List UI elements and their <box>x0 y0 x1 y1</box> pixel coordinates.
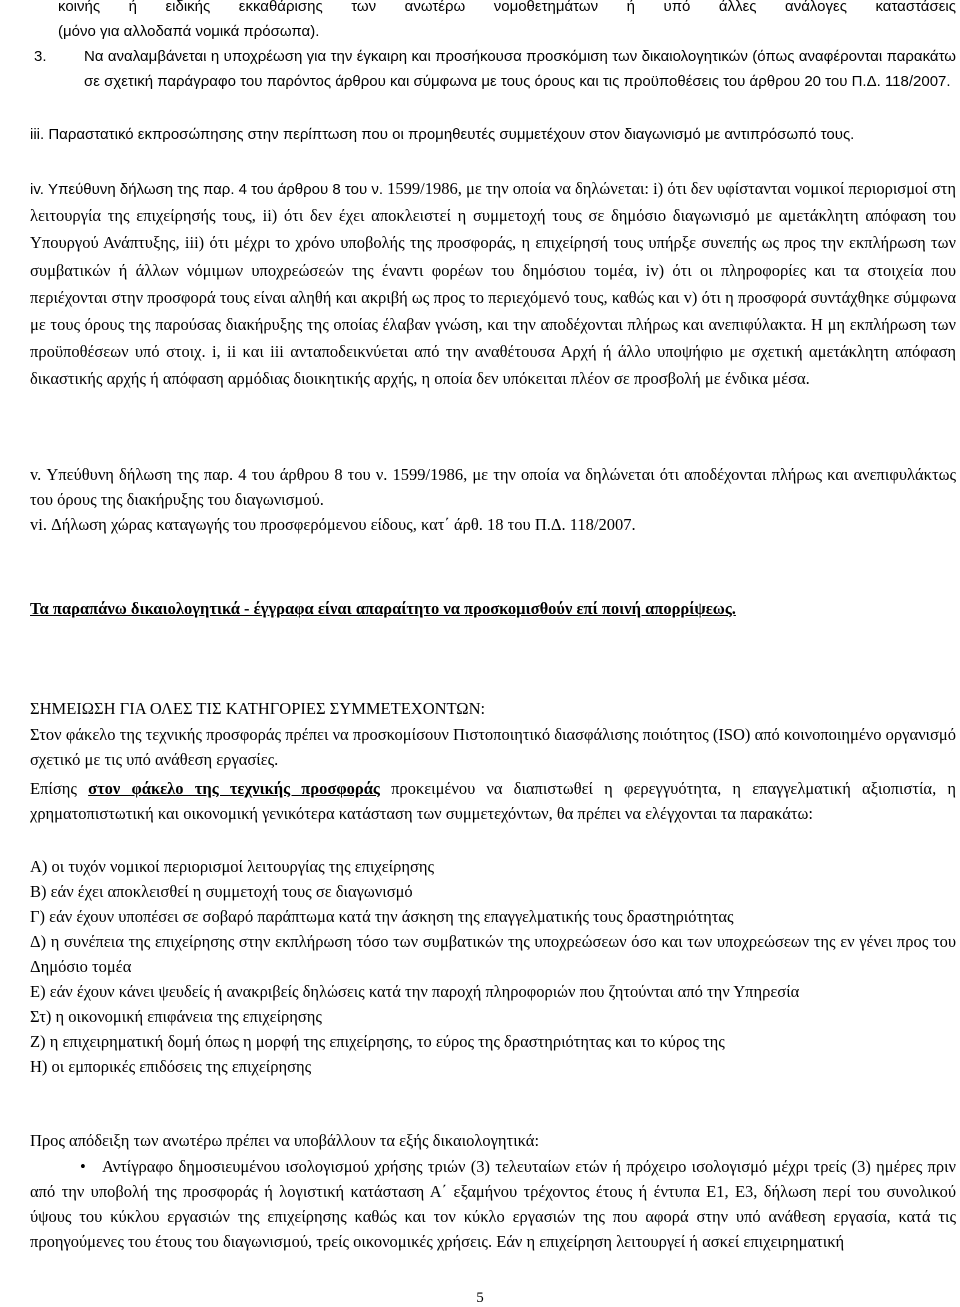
check-item: Γ) εάν έχουν υποπέσει σε σοβαρό παράπτωμα κατά την άσκηση της επαγγελματικής τους δραστηριότητας <box>30 907 734 926</box>
mandatory-notice: Τα παραπάνω δικαιολογητικά - έγγραφα είναι απαραίτητο να προσκομισθούν επί ποινή απορρίψεως. <box>30 599 736 618</box>
page-number: 5 <box>476 1290 484 1306</box>
item-iv-body: 1599/1986, με την οποία να δηλώνεται: i) ότι δεν υφίστανται νομικοί περιορισμοί στη λειτουργία της επιχείρησής τους, ii) ότι δεν έχει αποκλειστεί η συμμετοχή τους σε δημόσιο διαγωνισμό με αμετάκλητη απόφαση του Υπουργού Ανάπτυξης, iii) ότι μέχρι το χρόνο υποβολής της προσφοράς, η επιχείρησή τους υπήρξε συνεπής ως προς την εκπλήρωση των συμβατικών ή άλλων νόμιμων υποχρεώσεών της έναντι φορέων του δημόσιου τομέα, iv) ότι οι πληροφορίες και τα στοιχεία που περιέχονται στην προσφορά τους είναι αληθή και ακριβή ως προς το περιεχόμενό τους, καθώς και v) ότι η προσφορά συντάχθηκε σύμφωνα με τους όρους της παρούσας διακήρυξης της οποίας έλαβαν γνώση, και την αποδέχονται πλήρως και ανεπιφύλακτα. Η μη εκπλήρωση των προϋποθέσεων υπό στοιχ. i, ii και iii ανταποδεικνύεται από την αναθέτουσα Αρχή ή άλλο υποψήφιο με σχετική αμετάκλητη απόφαση δικαστικής αρχής ή απόφαση αρμόδιας διοικητικής αρχής, η οποία δεν υπόκειται πλέον σε προσβολή με ένδικα μέσα. <box>30 179 957 389</box>
check-item: Α) οι τυχόν νομικοί περιορισμοί λειτουργίας της επιχείρησης <box>30 857 435 876</box>
item-iv <box>30 176 956 394</box>
check-item: Στ) η οικονομική επιφάνεια της επιχείρησης <box>30 1007 322 1026</box>
check-item: Ζ) η επιχειρηματική δομή όπως η μορφή της επιχείρησης, το εύρος της δραστηριότητας και το κύρος της <box>30 1032 725 1051</box>
check-item: Ε) εάν έχουν κάνει ψευδείς ή ανακριβείς δηλώσεις κατά την παροχή πληροφοριών που ζητούνται από την Υπηρεσία <box>30 982 800 1001</box>
bullet-item-1 <box>30 1154 956 1254</box>
bullet-text: Αντίγραφο δημοσιευμένου ισολογισμού χρήσης τριών (3) τελευταίων ετών ή πρόχειρο ισολογισμό μέχρι τρείς (3) ημέρες πριν από την υποβολή της προσφοράς ή λογιστική κατάσταση Α΄ εξαμήνου τρέχοντος έτους ή έντυπα Ε1, Ε3, δήλωση περί του συνολικού ύψους του κύκλου εργασιών της επιχείρησης καθώς και τον κύκλο εργασιών της που αφορά στην υπό ανάθεση εργασία, κατά τις προηγούμενες του έτους του διαγωνισμού, τρείς οικονομικές χρήσεις. Εάν η επιχείρηση λειτουργεί ή ασκεί επιχειρηματική <box>30 1157 956 1251</box>
item-iii: iii. Παραστατικό εκπροσώπησης στην περίπτωση που οι προμηθευτές συμμετέχουν στον διαγωνισμό με αντιπρόσωπό τους. <box>30 126 855 143</box>
item-iv-lead: iv. Υπεύθυνη δήλωση της παρ. 4 του άρθρου 8 του ν. <box>30 181 384 198</box>
note-heading: ΣΗΜΕΙΩΣΗ ΓΙΑ ΟΛΕΣ ΤΙΣ ΚΑΤΗΓΟΡΙΕΣ ΣΥΜΜΕΤΕΧΟΝΤΩΝ: <box>30 699 486 718</box>
note-also-prefix: Επίσης <box>30 779 89 798</box>
note-iso: Στον φάκελο της τεχνικής προσφοράς πρέπει να προσκομίσουν Πιστοποιητικό διασφάλισης ποιότητος (ISO) από κοινοποιημένο οργανισμό σχετικό με τις υπό ανάθεση εργασίες. <box>30 725 956 769</box>
top-line-1: κοινής ή ειδικής εκκαθάρισης των ανωτέρω νομοθετημάτων ή υπό άλλες ανάλογες καταστάσεις <box>58 0 956 15</box>
bullet-icon: • <box>80 1157 86 1176</box>
note-also-suffix: προκειμένου να διαπιστωθεί η φερεγγυότητα, η επαγγελματική αξιοπιστία, η χρηματοπιστωτική και οικονομική γενικότερα κατάσταση των συμμετεχόντων, θα πρέπει να ελέγχονται τα παρακάτω: <box>30 779 957 823</box>
item-v: v. Υπεύθυνη δήλωση της παρ. 4 του άρθρου 8 του ν. 1599/1986, με την οποία να δηλώνεται ότι αποδέχονται πλήρως και ανεπιφυλάκτως του όρους της διακήρυξης του διαγωνισμού. <box>30 465 956 509</box>
item-3-number: 3. <box>34 48 47 65</box>
note-also-underlined: στον φάκελο της τεχνικής προσφοράς <box>88 779 380 798</box>
checks-list <box>30 854 956 1079</box>
item-vi: vi. Δήλωση χώρας καταγωγής του προσφερόμενου είδους, κατ΄ άρθ. 18 του Π.Δ. 118/2007. <box>30 515 636 534</box>
item-3 <box>34 44 956 94</box>
note-also <box>30 776 956 826</box>
check-item: Β) εάν έχει αποκλεισθεί η συμμετοχή τους σε διαγωνισμό <box>30 882 413 901</box>
proof-intro: Προς απόδειξη των ανωτέρω πρέπει να υποβάλλουν τα εξής δικαιολογητικά: <box>30 1131 540 1150</box>
top-paragraph <box>58 0 956 44</box>
check-item: Η) οι εμπορικές επιδόσεις της επιχείρησης <box>30 1057 312 1076</box>
item-3-text: Να αναλαμβάνεται η υποχρέωση για την έγκαιρη και προσήκουσα προσκόμιση των δικαιολογητικών (όπως αναφέρονται παρακάτω σε σχετική παράγραφο του παρόντος άρθρου και σύμφωνα με τους όρους και τις προϋποθέσεις του άρθρου 20 του Π.Δ. 118/2007. <box>84 48 956 90</box>
top-line-2: (μόνο για αλλοδαπά νομικά πρόσωπα). <box>58 23 320 40</box>
check-item: Δ) η συνέπεια της επιχείρησης στην εκπλήρωση τόσο των συμβατικών της υποχρεώσεων όσο και των υποχρεώσεων της εν γένει προς του Δημόσιο τομέα <box>30 932 956 976</box>
